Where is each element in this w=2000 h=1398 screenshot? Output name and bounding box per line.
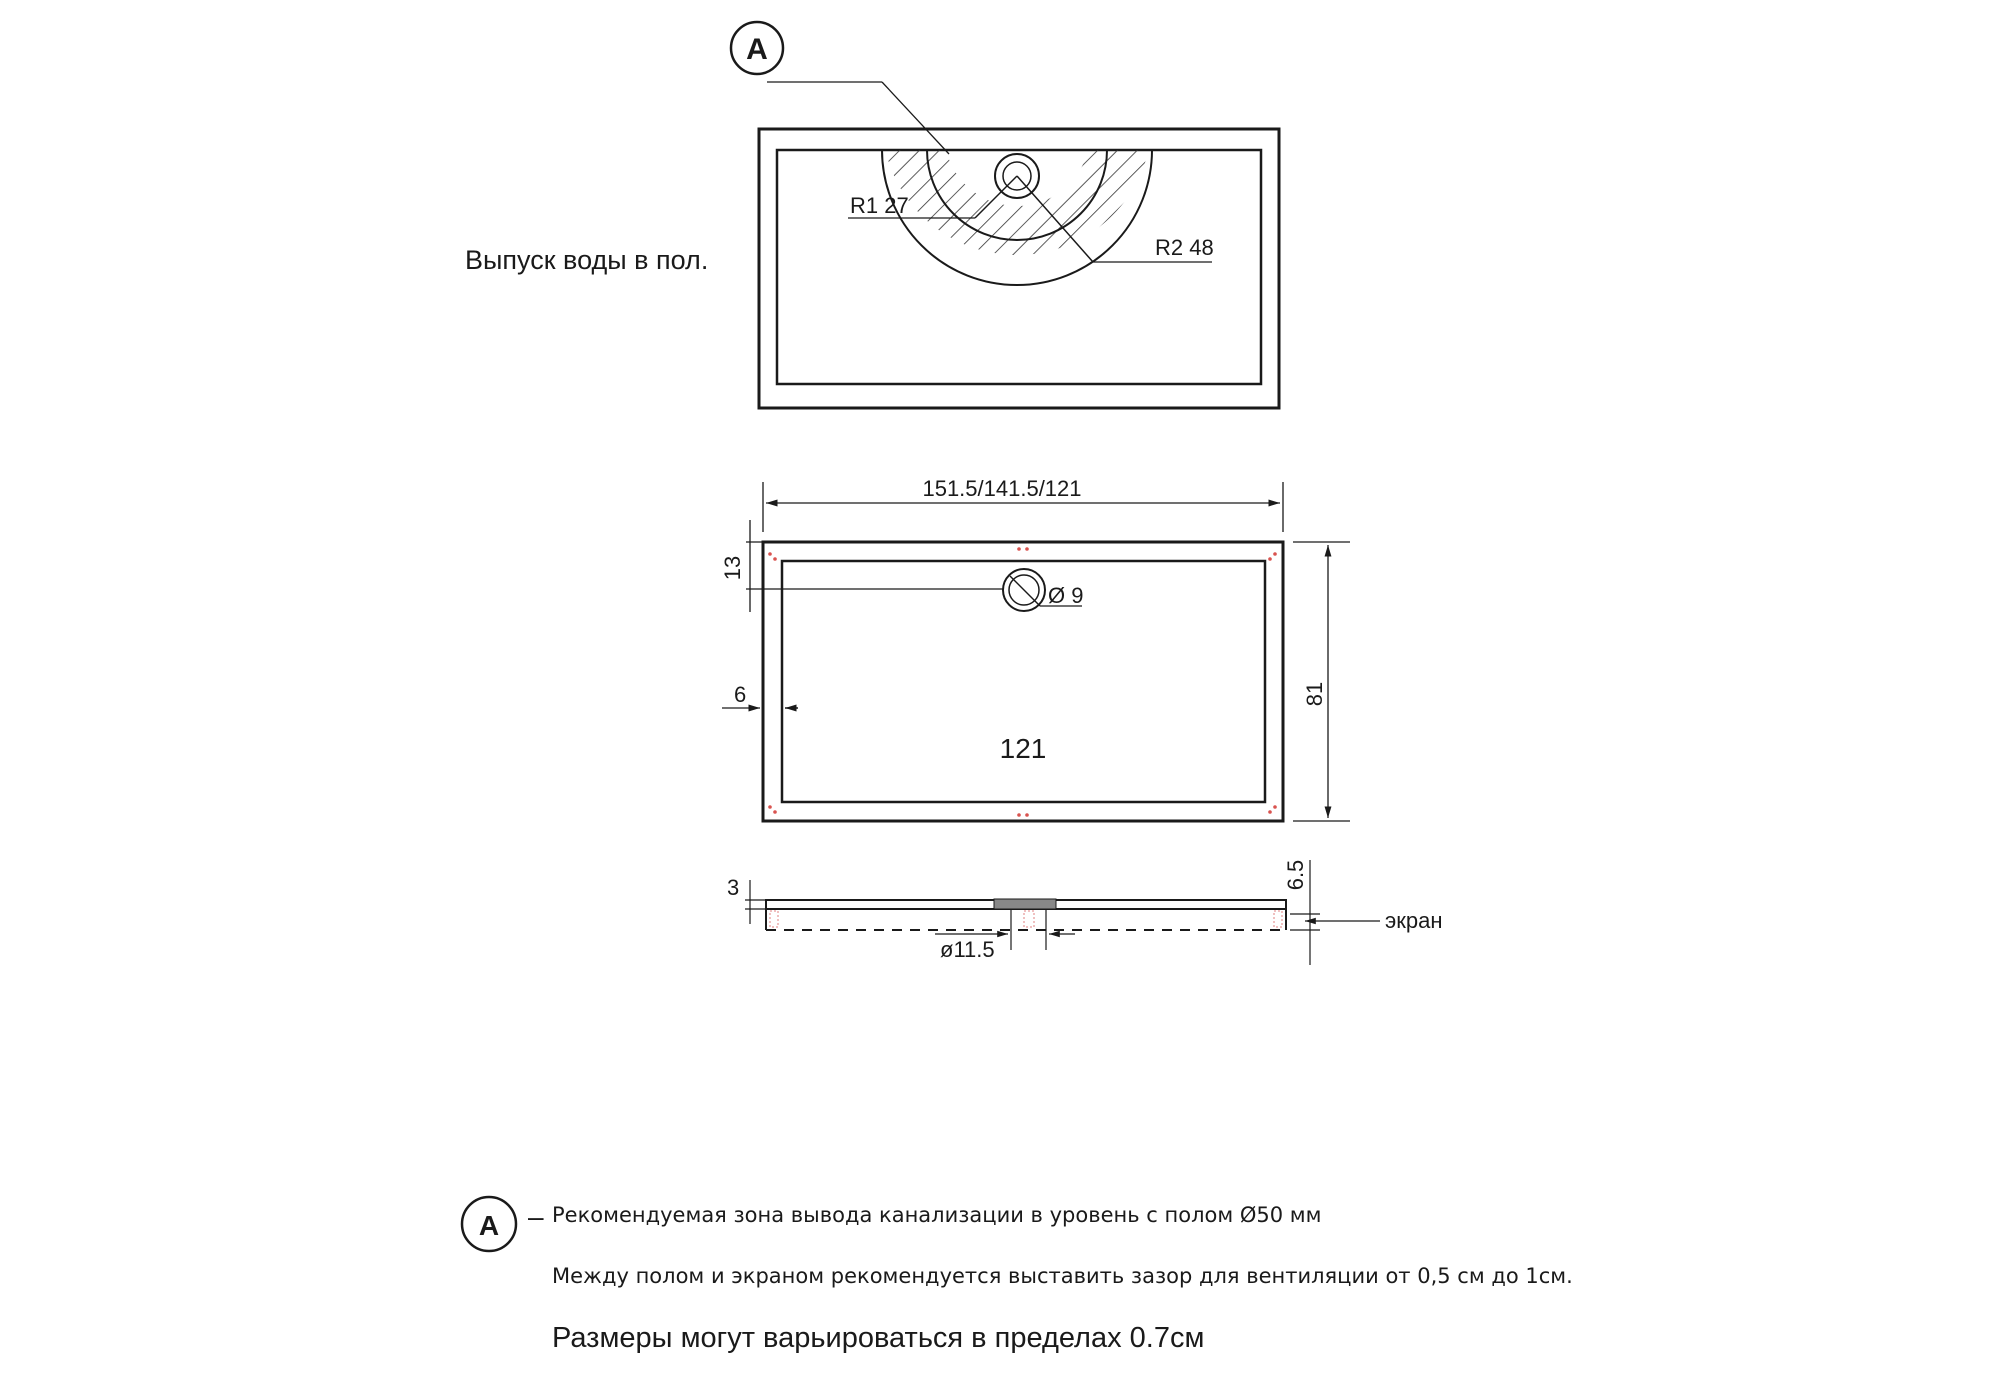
depth-dimension: 81 bbox=[1302, 681, 1327, 707]
callout-a-letter: A bbox=[746, 33, 768, 66]
side-drain-body bbox=[994, 899, 1056, 909]
plan-view bbox=[720, 476, 1350, 821]
width-dimension: 151.5/141.5/121 bbox=[922, 476, 1082, 501]
r1-label: R1 27 bbox=[850, 193, 909, 218]
legend-callout bbox=[462, 1197, 544, 1251]
side-view bbox=[727, 860, 1442, 965]
screen-label: экран bbox=[1385, 908, 1443, 933]
rim-dimension: 6 bbox=[734, 682, 747, 707]
legend-callout-letter: A bbox=[478, 1210, 500, 1241]
plan-center-label: 121 bbox=[999, 733, 1047, 764]
outlet-label: Выпуск воды в пол. bbox=[465, 245, 709, 275]
r2-label: R2 48 bbox=[1155, 235, 1214, 260]
side-drain-dimension: ø11.5 bbox=[940, 937, 995, 962]
note-drain-zone: Рекомендуемая зона вывода канализации в уровень с полом Ø50 мм bbox=[552, 1203, 1322, 1227]
side-thickness-dimension: 3 bbox=[727, 875, 740, 900]
legend-dash: – bbox=[528, 1201, 544, 1232]
top-view bbox=[731, 0, 1279, 408]
note-ventilation-gap: Между полом и экраном рекомендуется выставить зазор для вентиляции от 0,5 см до 1см. bbox=[552, 1264, 1573, 1288]
plan-drain-dimension: Ø 9 bbox=[1048, 583, 1084, 608]
note-tolerance: Размеры могут варьироваться в пределах 0.7см bbox=[552, 1322, 1205, 1354]
side-height-dimension: 6.5 bbox=[1283, 859, 1308, 891]
offset-dimension: 13 bbox=[720, 555, 745, 581]
